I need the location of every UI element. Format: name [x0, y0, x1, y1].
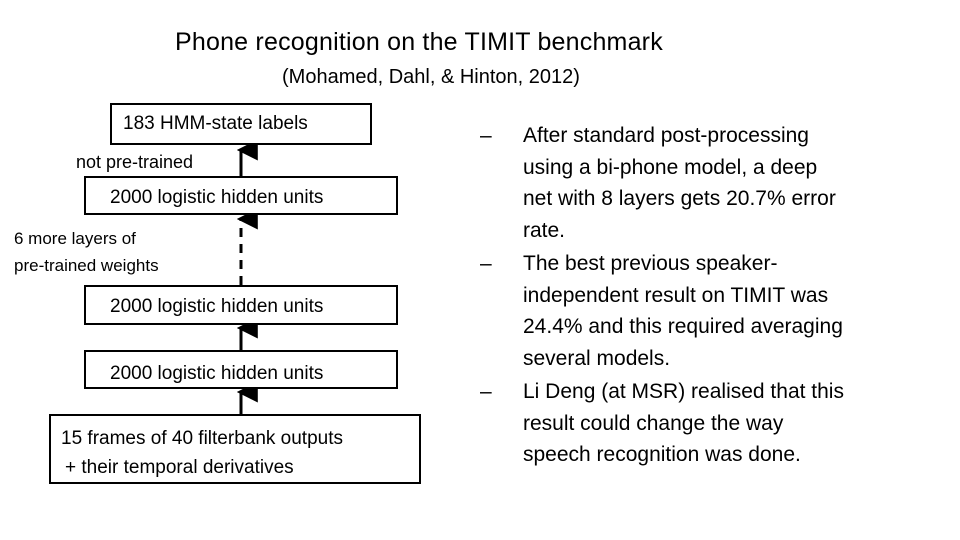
- input-frames-line2: + their temporal derivatives: [65, 457, 294, 478]
- hidden-layer-lower-text: 2000 logistic hidden units: [110, 363, 324, 384]
- bullet-2-line-3: 24.4% and this required averaging: [523, 315, 843, 338]
- bullet-dash-1: –: [480, 124, 492, 147]
- bullet-3-line-2: result could change the way: [523, 411, 784, 435]
- input-frames-line1: 15 frames of 40 filterbank outputs: [61, 428, 343, 449]
- slide-citation: (Mohamed, Dahl, & Hinton, 2012): [282, 66, 580, 88]
- hmm-state-labels-box: [110, 103, 372, 145]
- bullet-1-line-1: After standard post-processing: [523, 124, 809, 147]
- bullet-dash-3: –: [480, 380, 492, 403]
- slide-title: Phone recognition on the TIMIT benchmark: [175, 28, 663, 56]
- bullet-2-line-1: The best previous speaker-: [523, 252, 778, 275]
- hidden-layer-upper-text: 2000 logistic hidden units: [110, 187, 324, 208]
- bullet-item-2: [480, 248, 950, 374]
- bullet-1-line-4: rate.: [523, 218, 566, 242]
- bullet-3-line-3: speech recognition was done.: [523, 443, 801, 466]
- hidden-layer-lower-box: [84, 350, 398, 389]
- hidden-layer-middle-box: [84, 285, 398, 325]
- hmm-state-labels-text: 183 HMM-state labels: [123, 113, 308, 134]
- hidden-layer-middle-text: 2000 logistic hidden units: [110, 296, 324, 317]
- bullet-1-line-3: net with 8 layers gets 20.7% error: [523, 187, 836, 210]
- bullet-1-line-2: using a bi-phone model, a deep: [523, 155, 818, 179]
- bullet-dash-2: –: [480, 252, 492, 275]
- more-layers-note-line2: pre-trained weights: [14, 256, 159, 275]
- bullet-item-1: [480, 120, 950, 246]
- bullet-2-line-4: several models.: [523, 346, 671, 370]
- bullet-list: [480, 120, 950, 473]
- more-layers-note-line1: 6 more layers of: [14, 229, 136, 248]
- not-pretrained-note: not pre-trained: [76, 152, 194, 172]
- bullet-2-line-2: independent result on TIMIT was: [523, 283, 829, 307]
- bullet-3-line-1: Li Deng (at MSR) realised that this: [523, 380, 844, 403]
- bullet-item-3: [480, 376, 950, 471]
- hidden-layer-upper-box: [84, 176, 398, 215]
- input-frames-box: [49, 414, 421, 484]
